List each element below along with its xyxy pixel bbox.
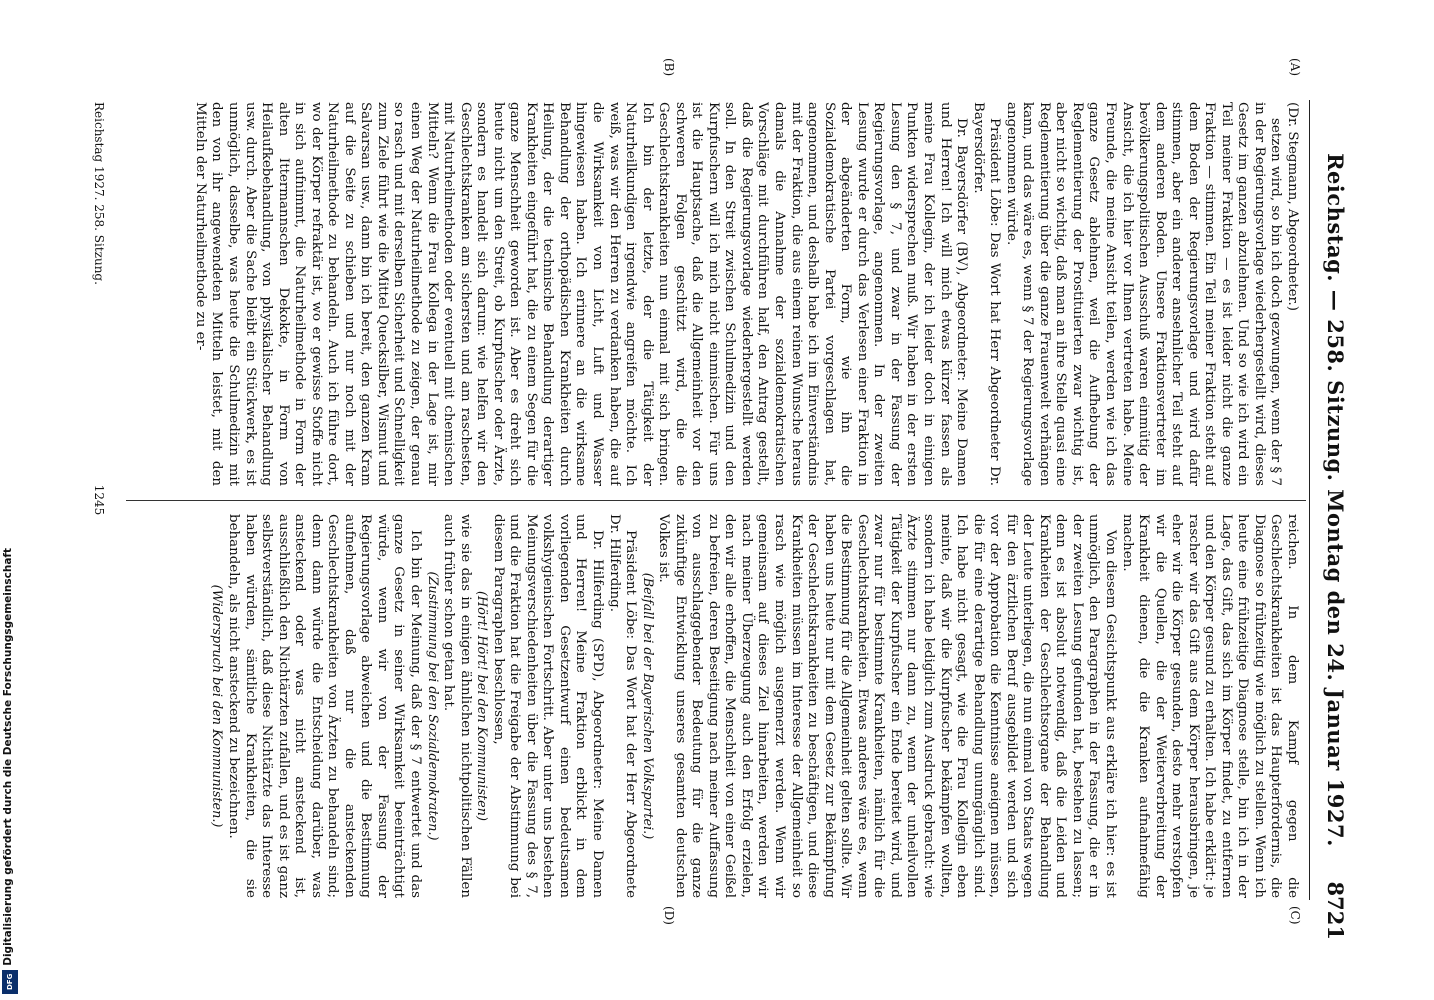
digitization-note: Digitalisierung gefördert durch die Deutsche Forschungsgemeinschaft bbox=[2, 548, 14, 966]
margin-mark-a: (A) bbox=[1288, 58, 1302, 77]
page-number: 8721 bbox=[1323, 881, 1348, 940]
paragraph: Präsident Löbe: Das Wort hat der Herr Abgeordnete Dr. Hilferding. bbox=[606, 514, 639, 898]
left-column bbox=[110, 102, 1300, 486]
paragraph: (Hört! Hört! bei den Kommunisten) bbox=[474, 591, 490, 821]
paragraph: setzen wird, so bin ich doch gezwungen, wenn der § 7 in der Regierungsvorlage wiederhergestellt wird, dieses Gesetz im ganzen abzulehnen. Und so wie ich wird ein Teil meiner Fraktion — es ist leider nicht die ganze Fraktion — stimmen. Ein Teil meiner Fraktion steht auf dem Boden der Regierungsvorlage und wird dafür stimmen, aber ein anderer ansehnlicher Teil steht auf dem anderen Boden. Unsere Fraktionsvertreter im bevölkerungspolitischen Ausschuß waren einmütig der Ansicht, die ich hier vor Ihnen vertreten habe. Meine Freunde, die meine Ansicht teilen, werden wie ich das ganze Gesetz ablehnen, weil die Aufhebung der Reglementierung der Prostituierten zwar wichtig ist, aber nicht so wichtig, daß man an ihre Stelle quasi eine Reglementierung über die ganze Frauenwelt verhängen kann, und das wäre es, wenn § 7 der Regierungsvorlage angenommen würde. bbox=[1003, 102, 1284, 486]
footer-left: Reichstag 1927. 258. Sitzung. bbox=[92, 102, 106, 285]
paragraph: Dr. Bayersdörfer (BV), Abgeordneter: Meine Damen und Herren! Ich will mich etwas kürzer fassen als meine Frau Kollegin, der ich leider doch in einigen Punkten widersprechen muß. Wir haben in der ersten Lesung den § 7, und zwar in der Fassung der Regierungsvorlage, angenommen. In der zweiten Lesung wurde er durch das Verlesen einer Fraktion in der abgeänderten Form, wie ihn die Sozialdemokratische Partei vorgeschlagen hat, angenommen, und deshalb habe ich im Einverständnis mit der Fraktion, die aus einem reinen Wunsche heraus damals die Annahme der sozialdemokratischen Vorschläge mit durchführen half, den Antrag gestellt, daß die Regierungsvorlage wiederhergestellt werden soll. In den Streit zwischen Schulmedizin und den Kurpfuschern will ich mich nicht einmischen. Für uns ist die Hauptsache, daß die Allgemeinheit vor den schweren Folgen geschützt wird, die die Geschlechtskrankheiten nun einmal mit sich bringen. Ich bin der letzte, der die Tätigkeit der Naturheilkundigen irgendwie angreifen möchte. Ich weiß, was wir den Herren zu verdanken haben, die auf die Wirksamkeit von Licht, Luft und Wasser hingewiesen haben. Ich erinnere an die wirksame Behandlung der orthopädischen Krankheiten durch Heilung, der die technische Behandlung derartiger Krankheiten eingeführt hat, die zu einem Segen für die ganze Menschheit geworden ist. Aber es dreht sich heute nicht um den Streit, ob Kurpfuscher oder Ärzte, sondern es handelt sich darum: wie helfen wir den Geschlechtskranken am sichersten und am raschesten, mit Naturheilmethoden oder eventuell mit chemischen Mitteln? Wenn die Frau Kollega in der Lage ist, mir einen Weg der Naturheilmethode zu zeigen, der genau so rasch und mit derselben Sicherheit und Schnelligkeit zum Ziele führt wie die Mittel Quecksilber, Wismut und Salvarsan usw., dann bin ich bereit, den ganzen Kram auf die Seite zu schieben und nur noch mit der Naturheilmethode zu behandeln. Auch ich führe dort, wo der Körper refraktär ist, wo er gewisse Stoffe nicht in sich aufnimmt, die Naturheilmethode in Form der alten Ittermannschen Dekokte, in Form von Heilaufkebehandlung, von physikalischer Behandlung usw. durch. Aber die Sache bleibt ein Stückwerk, es ist unmöglich, dasselbe, was heute die Schulmedizin mit den von ihr angewendeten Mitteln leistet, mit den Mitteln der Naturheilmethode zu er- bbox=[192, 102, 970, 486]
header-rule bbox=[1309, 100, 1310, 900]
margin-mark-b: (B) bbox=[662, 58, 676, 77]
paragraph: (Beifall bei der Bayerischen Volkspartei.) bbox=[639, 572, 655, 840]
paragraph: (Dr. Stegmann, Abgeordneter.) bbox=[1285, 102, 1300, 311]
page-header-title: Reichstag. — 258. Sitzung. Montag den 24. Januar 1927. bbox=[1323, 153, 1348, 847]
paragraph: Präsident Löbe: Das Wort hat Herr Abgeordneter Dr. Bayersdörfer. bbox=[970, 102, 1003, 486]
footer-page-number: 1245 bbox=[92, 484, 106, 516]
right-column bbox=[110, 514, 1300, 898]
page-header bbox=[1308, 60, 1348, 940]
column-separator bbox=[126, 500, 1306, 501]
paragraph: reichen. In dem Kampf gegen die Geschlechtskrankheiten ist das Haupterfordernis, die Diagnose so frühzeitig wie möglich zu stellen. Wenn ich heute eine frühzeitige Diagnose stelle, bin ich in der Lage, das Gift, das sich im Körper findet, zu entfernen und den Körper gesund zu erhalten. Ich habe erklärt: je rascher wir das Gift aus dem Körper herausbringen, je eher wir die Körper gesunden, desto mehr verstopfen wir die Quellen, die der Weiterverbreitung der Krankheit dienen, die die Kranken aufnahmefähig machen. bbox=[1119, 514, 1300, 898]
paragraph: (Widerspruch bei den Kommunisten.) bbox=[209, 584, 225, 828]
margin-mark-c: (C) bbox=[1288, 906, 1302, 925]
dfg-logo: DFG bbox=[2, 970, 18, 994]
paragraph: Ich bin der Meinung, daß der § 7 entwertet und das ganze Gesetz in seiner Wirksamkeit beeinträchtigt würde, wenn wir von der Fassung der Regierungsvorlage abweichen und die Bestimmung aufnehmen, daß nur die ansteckenden Geschlechtskrankheiten von Ärzten zu behandeln sind; denn dann würde die Entscheidung darüber, was ansteckend oder was nicht ansteckend ist, ausschließlich den Nichtärzten zufallen, und es ist ganz selbstverständlich, daß diese Nichtärzte das Interesse haben würden, sämtliche Krankheiten, die sie behandeln, als nicht ansteckend zu bezeichnen. bbox=[226, 514, 424, 898]
margin-mark-d: (D) bbox=[662, 906, 676, 925]
paragraph: Von diesem Gesichtspunkt aus erkläre ich hier: es ist unmöglich, den Paragraphen in der Fassung, die er in der zweiten Lesung gefunden hat, bestehen zu lassen; denn es ist absolut notwendig, daß die Leiden und Krankheiten der Geschlechtsorgane der Behandlung der Leute unterliegen, die nun einmal von Staats wegen für den ärztlichen Beruf ausgebildet werden und sich vor der Approbation die Kenntnisse aneignen müssen, die für eine derartige Behandlung unumgänglich sind. Ich habe nicht gesagt, wie die Frau Kollegin eben meinte, daß wir die Kurpfuscher bekämpfen wollten, sondern ich habe lediglich zum Ausdruck gebracht: wie Ärzte stimmen nur dann zu, wenn der unheilvollen Tätigkeit der Kurpfuscher ein Ende bereitet wird, und zwar nur für bestimmte Krankheiten, nämlich für die Geschlechtskrankheiten. Etwas anderes wäre es, wenn die Bestimmung für die Allgemeinheit gelten sollte. Wir haben uns heute nur mit dem Gesetz zur Bekämpfung der Geschlechtskrankheiten zu beschäftigen, und diese Krankheiten müssen im Interesse der Allgemeinheit so rasch wie möglich ausgemerzt werden. Wenn wir gemeinsam auf dieses Ziel hinarbeiten, werden wir nach meiner Überzeugung auch den Erfolg erzielen, den wir alle erhoffen, die Menschheit von einer Geißel zu befreien, deren Beseitigung nach meiner Auffassung von ausschlaggebender Bedeutung für die ganze zukünftige Entwicklung unseres gesamten deutschen Volkes ist. bbox=[656, 514, 1118, 898]
digitization-strip bbox=[0, 0, 20, 1000]
paragraph: wie sie das in einigen ähnlichen nichtpolitischen Fällen auch früher schon getan hat. bbox=[441, 514, 473, 898]
paragraph: Dr. Hilferding (SPD), Abgeordneter: Meine Damen und Herren! Meine Fraktion erblickt in dem vorliegenden Gesetzentwurf einen bedeutsamen volkshygienischen Fortschritt. Aber unter uns bestehen Meinungsverschiedenheiten über die Fassung des § 7, und die Fraktion hat die Freigabe der Abstimmung bei diesem Paragraphen beschlossen, bbox=[490, 514, 606, 898]
paragraph: (Zustimmung bei den Sozialdemokraten.) bbox=[424, 571, 440, 841]
